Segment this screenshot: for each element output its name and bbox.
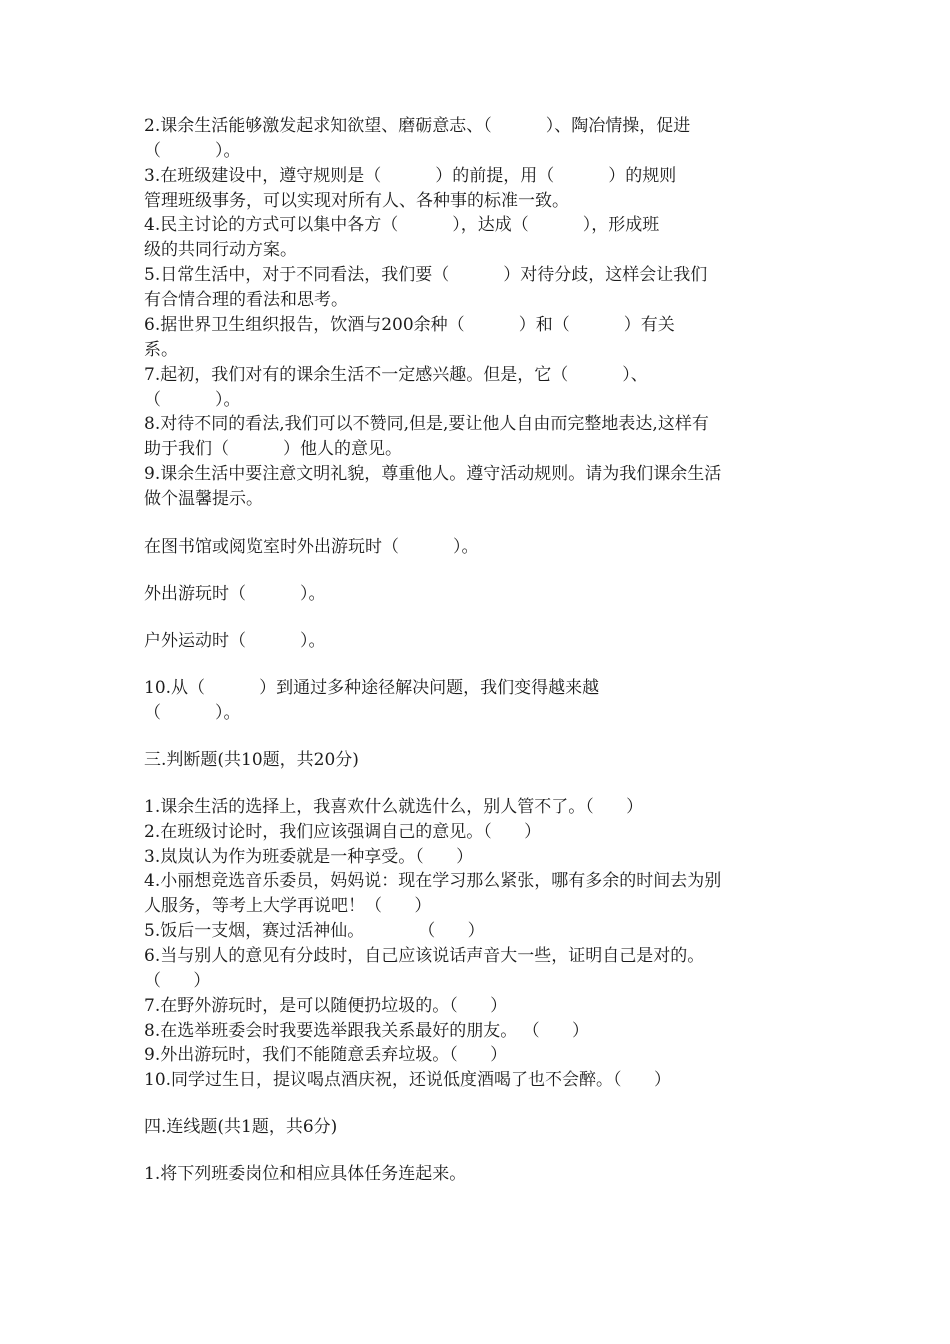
fill-question-4-cont: 级的共同行动方案。 <box>144 240 297 260</box>
judge-question-9: 9.外出游玩时，我们不能随意丢弃垃圾。（ ） <box>144 1045 508 1065</box>
judge-question-2: 2.在班级讨论时，我们应该强调自己的意见。（ ） <box>144 822 542 842</box>
judge-question-10: 10.同学过生日，提议喝点酒庆祝，还说低度酒喝了也不会醉。（ ） <box>144 1070 671 1090</box>
fill-question-10-cont: （ ）。 <box>144 703 241 723</box>
section-heading-judgment: 三.判断题(共10题，共20分) <box>144 750 359 770</box>
fill-question-9: 9.课余生活中要注意文明礼貌，尊重他人。遵守活动规则。请为我们课余生活 <box>144 464 722 484</box>
section-heading-matching: 四.连线题(共1题，共6分) <box>144 1117 338 1137</box>
fill-question-3: 3.在班级建设中，遵守规则是（ ）的前提，用（ ）的规则 <box>144 166 677 186</box>
fill-question-2-cont: （ ）。 <box>144 141 241 161</box>
fill-question-10: 10.从（ ）到通过多种途径解决问题，我们变得越来越 <box>144 678 600 698</box>
fill-question-7: 7.起初，我们对有的课余生活不一定感兴趣。但是，它（ ）、 <box>144 365 648 385</box>
match-question-1: 1.将下列班委岗位和相应具体任务连起来。 <box>144 1164 467 1184</box>
fill-question-8: 8.对待不同的看法,我们可以不赞同,但是,要让他人自由而完整地表达,这样有 <box>144 414 709 434</box>
judge-question-4: 4.小丽想竞选音乐委员，妈妈说：现在学习那么紧张，哪有多余的时间去为别 <box>144 871 722 891</box>
fill-question-6-cont: 系。 <box>144 340 178 360</box>
judge-question-4-cont: 人服务，等考上大学再说吧！（ ） <box>144 896 432 916</box>
tip-library: 在图书馆或阅览室时外出游玩时（ ）。 <box>144 537 479 557</box>
tip-sports: 户外运动时（ ）。 <box>144 631 326 651</box>
fill-question-3-cont: 管理班级事务，可以实现对所有人、各种事的标准一致。 <box>144 191 569 211</box>
judge-question-3: 3.岚岚认为作为班委就是一种享受。（ ） <box>144 847 474 867</box>
judge-question-6-cont: （ ） <box>144 971 211 991</box>
fill-question-8-cont: 助于我们（ ）他人的意见。 <box>144 439 403 459</box>
tip-outing: 外出游玩时（ ）。 <box>144 584 326 604</box>
judge-question-5: 5.饭后一支烟，赛过活神仙。 （ ） <box>144 921 485 941</box>
fill-question-4: 4.民主讨论的方式可以集中各方（ ），达成（ ），形成班 <box>144 215 660 235</box>
fill-question-6: 6.据世界卫生组织报告，饮酒与200余种（ ）和（ ）有关 <box>144 315 675 335</box>
fill-question-7-cont: （ ）。 <box>144 390 241 410</box>
judge-question-6: 6.当与别人的意见有分歧时，自己应该说话声音大一些，证明自己是对的。 <box>144 946 705 966</box>
judge-question-8: 8.在选举班委会时我要选举跟我关系最好的朋友。 （ ） <box>144 1021 590 1041</box>
judge-question-7: 7.在野外游玩时，是可以随便扔垃圾的。（ ） <box>144 996 508 1016</box>
judge-question-1: 1.课余生活的选择上，我喜欢什么就选什么，别人管不了。（ ） <box>144 797 644 817</box>
fill-question-5-cont: 有合情合理的看法和思考。 <box>144 290 348 310</box>
fill-question-9-cont: 做个温馨提示。 <box>144 489 263 509</box>
fill-question-5: 5.日常生活中，对于不同看法，我们要（ ）对待分歧，这样会让我们 <box>144 265 708 285</box>
fill-question-2: 2.课余生活能够激发起求知欲望、磨砺意志、（ ）、陶冶情操，促进 <box>144 116 691 136</box>
